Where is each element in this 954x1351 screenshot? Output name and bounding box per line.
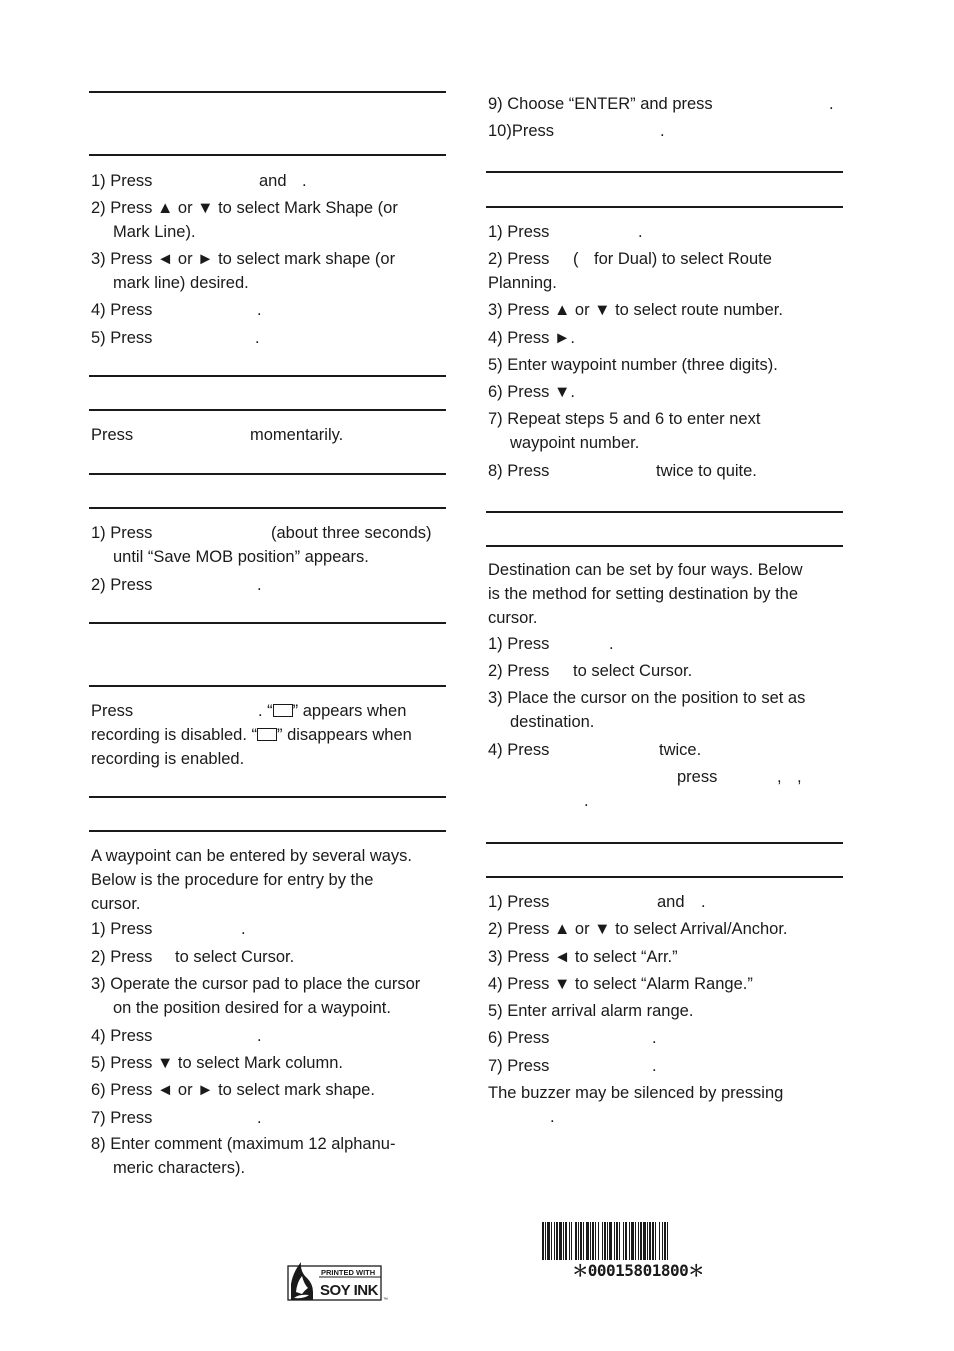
step-text: .	[257, 301, 262, 319]
barcode-bar	[619, 1222, 620, 1260]
barcode-bar	[664, 1222, 666, 1260]
step-text: destination.	[510, 713, 595, 731]
barcode-bar	[616, 1222, 618, 1260]
barcode-bar	[590, 1222, 591, 1260]
step-text: meric characters).	[113, 1159, 246, 1177]
step-text: .	[652, 1029, 657, 1047]
step-text: waypoint number.	[510, 434, 640, 452]
step-text: .	[257, 1109, 262, 1127]
step-text: to select Cursor.	[175, 948, 295, 966]
step-text: 1) Press	[488, 635, 550, 653]
step-text: ,	[777, 768, 782, 786]
barcode-bar	[607, 1222, 608, 1260]
step-text: recording is enabled.	[91, 750, 245, 768]
barcode-bar	[578, 1222, 579, 1260]
step-text: .	[255, 329, 260, 347]
step-text: momentarily.	[250, 426, 344, 444]
left-rule-5	[89, 473, 446, 475]
step-text: twice to quite.	[656, 462, 757, 480]
step-text: Mark Line).	[113, 223, 196, 241]
step-text: ,	[797, 768, 802, 786]
barcode-bar	[545, 1222, 546, 1260]
barcode-bar	[638, 1222, 639, 1260]
barcode-bar	[623, 1222, 624, 1260]
step-text: .	[584, 792, 589, 810]
step-text: 1) Press	[488, 223, 550, 241]
step-text: cursor.	[91, 895, 141, 913]
step-text: 2) Press ▲ or ▼ to select Mark Shape (or	[91, 199, 398, 217]
step-text: The buzzer may be silenced by pressing	[488, 1084, 784, 1102]
barcode-bar	[559, 1222, 562, 1260]
barcode-bar	[652, 1222, 654, 1260]
barcode-bar	[547, 1222, 550, 1260]
step-text: 5) Enter arrival alarm range.	[488, 1002, 694, 1020]
step-text: (	[573, 250, 579, 268]
step-text: 6) Press ▼.	[488, 383, 575, 401]
step-text: 3) Press ▲ or ▼ to select route number.	[488, 301, 783, 319]
barcode-bar	[565, 1222, 567, 1260]
logo-line1: PRINTED WITH	[321, 1268, 376, 1277]
step-text: and	[657, 893, 685, 911]
logo-line2: SOY INK	[320, 1282, 378, 1299]
step-text: .	[257, 1027, 262, 1045]
step-text: for Dual) to select Route	[594, 250, 772, 268]
step-text: mark line) desired.	[113, 274, 249, 292]
step-text: 4) Press ►.	[488, 329, 575, 347]
barcode-bar	[583, 1222, 584, 1260]
step-text: Planning.	[488, 274, 557, 292]
step-text	[91, 725, 412, 745]
step-text: Press	[91, 426, 134, 444]
step-text: .	[701, 893, 706, 911]
barcode-bar	[635, 1222, 636, 1260]
step-text: press	[677, 768, 718, 786]
step-text: 3) Press ◄ to select “Arr.”	[488, 948, 678, 966]
step-text: 3) Operate the cursor pad to place the cursor	[91, 975, 421, 993]
step-text: 4) Press	[91, 301, 153, 319]
step-text: .	[241, 920, 246, 938]
barcode-bar	[631, 1222, 634, 1260]
barcode-bar	[542, 1222, 544, 1260]
right-rule-5	[486, 842, 843, 844]
barcode-bar	[602, 1222, 603, 1260]
barcode-bar	[595, 1222, 596, 1260]
barcode-bar	[556, 1222, 558, 1260]
step-text: 4) Press	[488, 741, 550, 759]
step-text: 8) Press	[488, 462, 550, 480]
step-text: 3) Place the cursor on the position to set as	[488, 689, 806, 707]
barcode-bar	[647, 1222, 648, 1260]
step-text: twice.	[659, 741, 702, 759]
step-text: Press	[91, 702, 134, 720]
step-text: 7) Press	[488, 1057, 550, 1075]
step-text: 6) Press ◄ or ► to select mark shape.	[91, 1081, 375, 1099]
barcode-bar	[667, 1222, 668, 1260]
step-text: Below is the procedure for entry by the	[91, 871, 374, 889]
left-rule-9	[89, 796, 446, 798]
barcode-bar	[554, 1222, 555, 1260]
text-fragment: recording is disabled. “	[91, 726, 257, 744]
barcode-bar	[659, 1222, 660, 1260]
barcode-bar	[609, 1222, 612, 1260]
right-rule-2	[486, 206, 843, 208]
left-rule-7	[89, 622, 446, 624]
step-text: 7) Repeat steps 5 and 6 to enter next	[488, 410, 761, 428]
step-text: 5) Press ▼ to select Mark column.	[91, 1054, 343, 1072]
barcode-number: ＊00015801800＊	[572, 1261, 704, 1280]
step-text: cursor.	[488, 609, 538, 627]
right-rule-6	[486, 876, 843, 878]
left-rule-1	[89, 91, 446, 93]
right-rule-3	[486, 511, 843, 513]
step-text: 9) Choose “ENTER” and press	[488, 95, 713, 113]
step-text: on the position desired for a waypoint.	[113, 999, 391, 1017]
text-fragment: ” disappears when	[277, 726, 412, 744]
left-rule-10	[89, 830, 446, 832]
step-text: A waypoint can be entered by several ways.	[91, 847, 413, 865]
step-text: .	[609, 635, 614, 653]
barcode-bar	[592, 1222, 594, 1260]
barcode-bar	[580, 1222, 582, 1260]
step-text: .	[638, 223, 643, 241]
step-text: 10)Press	[488, 122, 555, 140]
right-rule-4	[486, 545, 843, 547]
step-text: to select Cursor.	[573, 662, 693, 680]
barcode-bar	[614, 1222, 615, 1260]
barcode-bar	[662, 1222, 663, 1260]
barcode-bar	[625, 1222, 627, 1260]
barcode-bar	[640, 1222, 642, 1260]
logo-tm: ™	[383, 1297, 388, 1303]
step-text: 2) Press ▲ or ▼ to select Arrival/Anchor.	[488, 920, 788, 938]
barcode-bar	[604, 1222, 606, 1260]
barcode-bar	[563, 1222, 564, 1260]
step-text: 2) Press	[91, 948, 153, 966]
text-fragment: . “	[258, 702, 273, 720]
step-text: until “Save MOB position” appears.	[113, 548, 369, 566]
step-text: 3) Press ◄ or ► to select mark shape (or	[91, 250, 396, 268]
soy-ink-logo	[287, 1258, 389, 1304]
left-rule-8	[89, 685, 446, 687]
step-text: .	[660, 122, 665, 140]
left-rule-2	[89, 154, 446, 156]
step-text: .	[257, 576, 262, 594]
barcode-bar	[643, 1222, 646, 1260]
barcode-bar	[586, 1222, 589, 1260]
left-rule-6	[89, 507, 446, 509]
step-text	[258, 701, 406, 721]
step-text: Destination can be set by four ways. Below	[488, 561, 803, 579]
step-text: 4) Press ▼ to select “Alarm Range.”	[488, 975, 753, 993]
step-text: 8) Enter comment (maximum 12 alphanu-	[91, 1135, 396, 1153]
step-text: .	[652, 1057, 657, 1075]
step-text: 1) Press	[91, 920, 153, 938]
barcode	[542, 1222, 734, 1260]
barcode-bar	[649, 1222, 651, 1260]
step-text: 2) Press	[91, 576, 153, 594]
step-text: is the method for setting destination by the	[488, 585, 799, 603]
step-text: 1) Press	[91, 524, 153, 542]
track-recording-icon	[257, 728, 277, 741]
step-text: 7) Press	[91, 1109, 153, 1127]
barcode-bar	[629, 1222, 630, 1260]
step-text: and	[259, 172, 287, 190]
barcode-bar	[551, 1222, 552, 1260]
left-rule-3	[89, 375, 446, 377]
barcode-bar	[655, 1222, 656, 1260]
step-text: 6) Press	[488, 1029, 550, 1047]
step-text: 1) Press	[488, 893, 550, 911]
step-text: .	[302, 172, 307, 190]
barcode-bar	[598, 1222, 599, 1260]
step-text: (about three seconds)	[271, 524, 432, 542]
step-text: .	[550, 1108, 555, 1126]
step-text: 2) Press	[488, 662, 550, 680]
barcode-bar	[571, 1222, 572, 1260]
text-fragment: ” appears when	[292, 702, 407, 720]
left-rule-4	[89, 409, 446, 411]
barcode-bar	[569, 1222, 570, 1260]
track-recording-icon	[273, 704, 293, 717]
step-text: 5) Press	[91, 329, 153, 347]
barcode-bar	[575, 1222, 577, 1260]
step-text: 4) Press	[91, 1027, 153, 1045]
right-rule-1	[486, 171, 843, 173]
step-text: .	[829, 95, 834, 113]
step-text: 5) Enter waypoint number (three digits).	[488, 356, 778, 374]
step-text: 1) Press	[91, 172, 153, 190]
step-text: 2) Press	[488, 250, 550, 268]
